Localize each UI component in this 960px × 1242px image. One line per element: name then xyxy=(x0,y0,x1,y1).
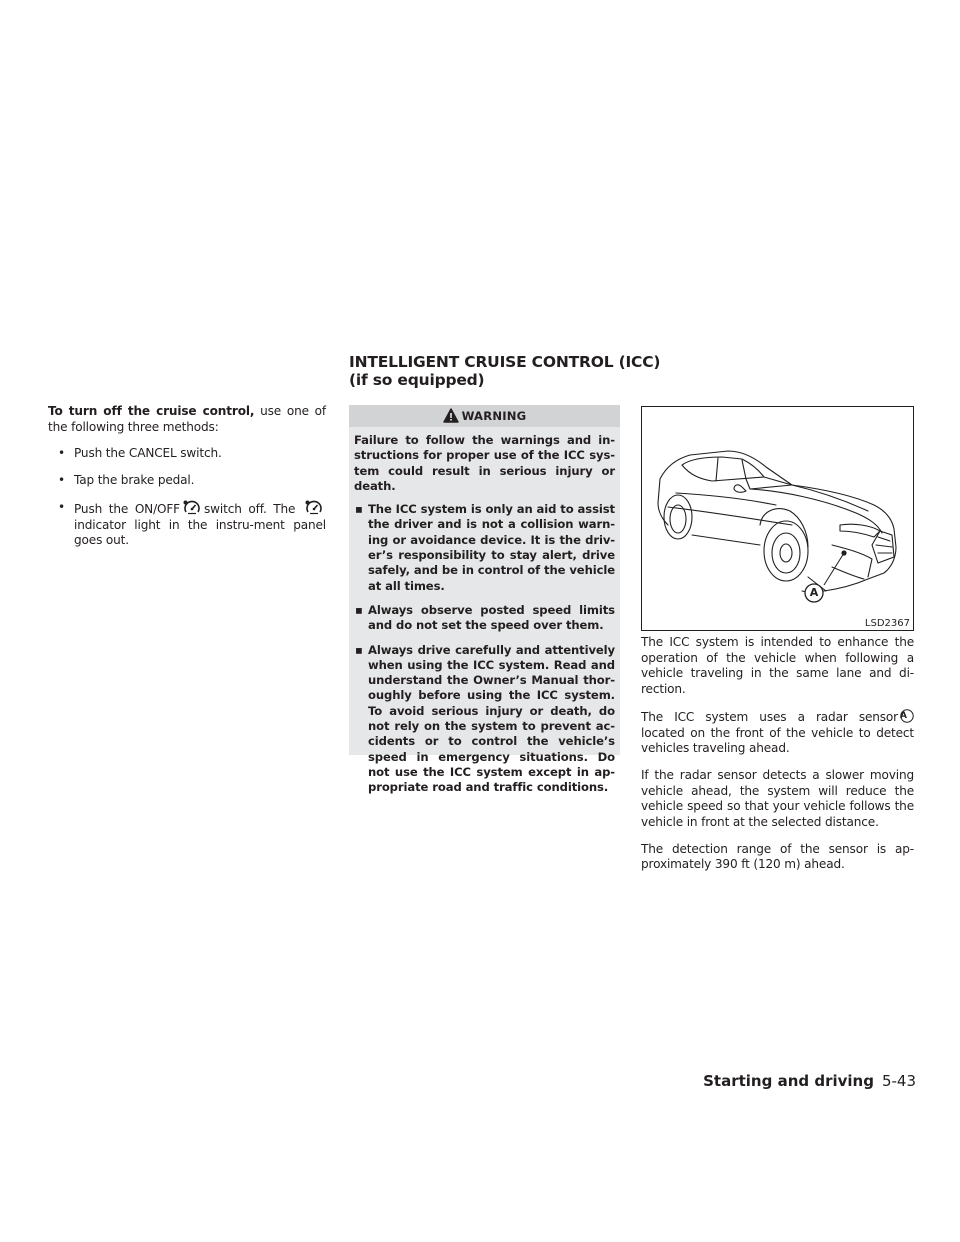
car-illustration xyxy=(642,407,913,630)
section-heading-title: INTELLIGENT CRUISE CONTROL (ICC) xyxy=(349,353,661,371)
warning-item xyxy=(354,603,615,634)
turn-off-intro-text: use one of the following three methods: xyxy=(48,404,326,434)
chapter-title: Starting and driving xyxy=(703,1072,874,1090)
warning-list xyxy=(354,502,615,795)
warning-triangle-icon xyxy=(443,408,459,423)
car-radar-figure xyxy=(641,406,914,631)
bullet-dot: • xyxy=(58,473,65,488)
warning-intro: Failure to follow the warnings and in-structions for proper use of the ICC sys-tem could result in serious injury or death. xyxy=(354,433,615,493)
paragraph: The ICC system is intended to enhance the operation of the vehicle when following a vehicle traveling in the same lane and di-rection. xyxy=(641,635,914,697)
list-item xyxy=(48,446,326,462)
list-item xyxy=(48,473,326,489)
paragraph-text: The ICC system uses a radar sensor xyxy=(641,709,898,724)
warning-item-text: Always drive carefully and attentively when using the ICC system. Read and understand the Owner’s Manual thor-oughly before using the ICC system. To avoid serious injury or death, do not rely on the system to prevent ac-cidents or to control the vehicle’s speed in emergency situations. Do not use the ICC system except in ap-propriate road and traffic conditions. xyxy=(368,642,615,795)
warning-body xyxy=(349,427,620,796)
bullet-dot: • xyxy=(58,446,65,461)
warning-header xyxy=(349,405,620,427)
page-number: 5-43 xyxy=(881,1072,916,1090)
right-column xyxy=(641,635,914,884)
paragraph: If the radar sensor detects a slower moving vehicle ahead, the system will reduce the vehicle speed so that your vehicle follows the vehicle in front at the selected distance. xyxy=(641,767,914,830)
figure-callout-a: A xyxy=(809,586,819,599)
list-item-text-c: indicator light in the instru-ment panel goes out. xyxy=(74,517,326,548)
figure-id: LSD2367 xyxy=(864,618,910,629)
warning-box xyxy=(349,405,620,795)
cruise-speedometer-icon xyxy=(305,500,323,515)
list-item-text: Push the CANCEL switch. xyxy=(74,446,222,461)
paragraph-text: located on the front of the vehicle to detect vehicles traveling ahead. xyxy=(641,725,914,756)
turn-off-intro xyxy=(48,404,326,435)
warning-title: WARNING xyxy=(461,409,527,423)
list-item xyxy=(48,500,326,549)
warning-item-text: The ICC system is only an aid to assist the driver and is not a collision warn-ing or avoidance device. It is the driv-er’s responsibility to stay alert, drive safely, and be in control of the vehicle at all times. xyxy=(368,502,616,593)
warning-item-text: Always observe posted speed limits and do not set the speed over them. xyxy=(368,602,615,633)
turn-off-methods-list xyxy=(48,446,326,549)
callout-a-badge xyxy=(900,709,914,723)
section-heading-subtitle: (if so equipped) xyxy=(349,371,485,389)
cruise-speedometer-icon xyxy=(183,500,201,515)
list-item-text: Tap the brake pedal. xyxy=(74,473,195,488)
warning-item xyxy=(354,502,615,594)
bullet-square: ▪ xyxy=(355,602,363,617)
callout-a-letter: A xyxy=(900,710,907,721)
list-item-text-b: switch off. The xyxy=(204,501,296,516)
paragraph: The detection range of the sensor is ap-proximately 390 ft (120 m) ahead. xyxy=(641,841,914,872)
turn-off-intro-bold: To turn off the cruise control, xyxy=(48,404,255,418)
warning-item xyxy=(354,643,615,796)
section-heading xyxy=(349,353,679,389)
left-column xyxy=(48,404,326,560)
bullet-square: ▪ xyxy=(355,502,363,517)
bullet-dot: • xyxy=(58,499,65,514)
list-item-text-a: Push the ON/OFF xyxy=(74,501,180,516)
paragraph xyxy=(641,709,914,757)
page-footer xyxy=(700,1072,916,1090)
bullet-square: ▪ xyxy=(355,642,363,657)
